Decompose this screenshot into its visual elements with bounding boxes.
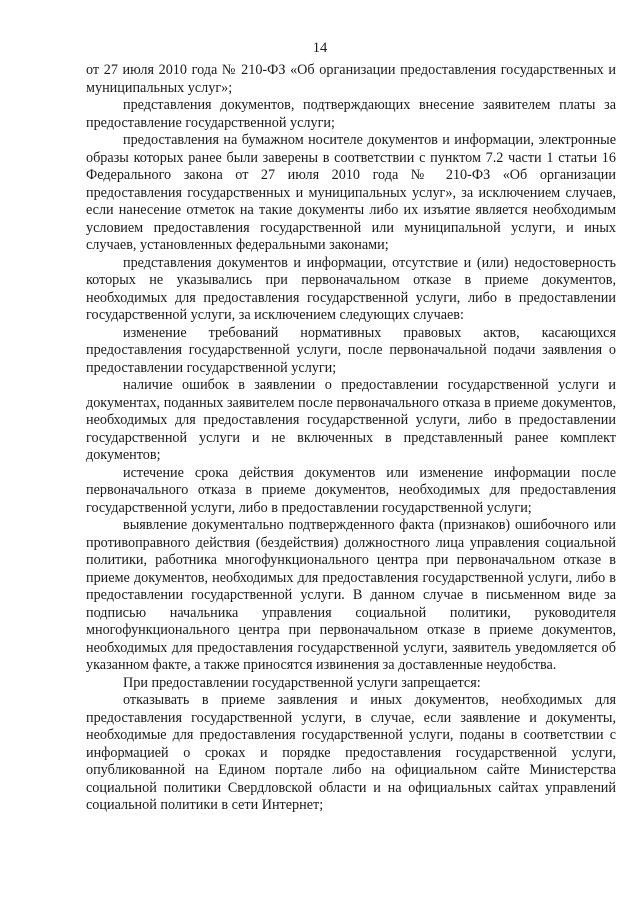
paragraph: изменение требований нормативных правовых актов, касающихся предоставления государственной услуги, после первоначальной подачи заявления о предоставлении государственной услуги; xyxy=(86,324,616,376)
paragraph: от 27 июля 2010 года № 210-ФЗ «Об организации предоставления государственных и муниципальных услуг»; xyxy=(86,62,616,96)
paragraph: При предоставлении государственной услуги запрещается: xyxy=(123,674,481,691)
paragraph: предоставления на бумажном носителе документов и информации, электронные образы которых ранее были заверены в соответствии с пунктом 7.2 части 1 статьи 16 Федерального закона от 27 июля 2010 года № 210-ФЗ «Об организации предоставления государственных и муниципальных услуг», за исключением случаев, если нанесение отметок на такие документы либо их изъятие является необходимым условием предоставления государственной или муниципальной услуги, и иных случаев, установленных федеральными законами; xyxy=(86,132,616,253)
paragraph: выявление документально подтвержденного факта (признаков) ошибочного или противоправного действия (бездействия) должностного лица управления социальной политики, работника многофункционального центра при первоначальном отказе в приеме документов, необходимых для предоставления государственной услуги, либо в предоставлении государственной услуги. В данном случае в письменном виде за подписью начальника управления социальной политики, руководителя многофункционального центра при первоначальном отказе в приеме документов, необходимых для предоставления государственной услуги, заявитель уведомляется об указанном факте, а также приносятся извинения за доставленные неудобства. xyxy=(86,517,616,673)
paragraph: отказывать в приеме заявления и иных документов, необходимых для предоставления государственной услуги, в случае, если заявление и документы, необходимые для предоставления государственной услуги, поданы в соответствии с информацией о сроках и порядке предоставления государственной услуги, опубликованной на Едином портале либо на официальном сайте Министерства социальной политики Свердловской области и на официальных сайтах управлений социальной политики в сети Интернет; xyxy=(86,692,616,813)
document-body xyxy=(86,62,616,815)
page-number: 14 xyxy=(312,40,328,56)
paragraph: представления документов, подтверждающих внесение заявителем платы за предоставление государственной услуги; xyxy=(86,97,616,131)
paragraph: представления документов и информации, отсутствие и (или) недостоверность которых не указывались при первоначальном отказе в приеме документов, необходимых для предоставления государственной услуги, либо в предоставлении государственной услуги, за исключением следующих случаев: xyxy=(86,254,616,323)
paragraph: истечение срока действия документов или изменение информации после первоначального отказа в приеме документов, необходимых для предоставления государственной услуги, либо в предоставлении государственной услуги; xyxy=(86,464,616,516)
paragraph: наличие ошибок в заявлении о предоставлении государственной услуги и документах, поданных заявителем после первоначального отказа в приеме документов, необходимых для предоставления государственной услуги, либо в предоставлении государственной услуги и не включенных в представленный ранее комплект документов; xyxy=(86,377,616,463)
